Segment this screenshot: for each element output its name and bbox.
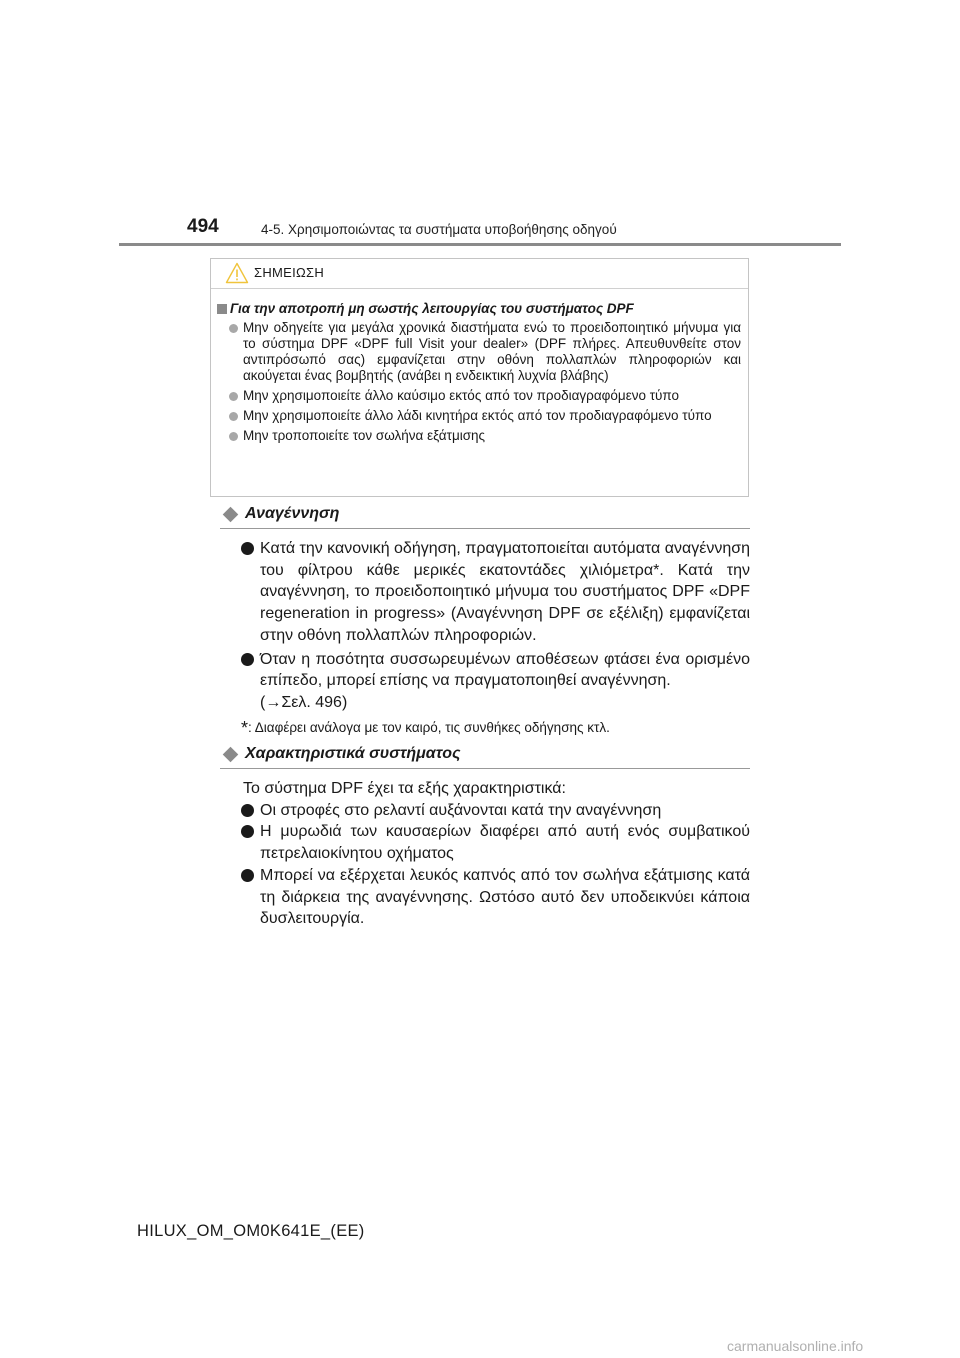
list-item-text: Οι στροφές στο ρελαντί αυξάνονται κατά την αναγέννηση: [260, 801, 662, 819]
footnote-text: : Διαφέρει ανάλογα με τον καιρό, τις συνθήκες οδήγησης κτλ.: [248, 719, 610, 735]
list-item-text: Η μυρωδιά των καυσαερίων διαφέρει από αυτή ενός συμβατικού πετρελαιοκίνητου οχήματος: [260, 823, 750, 863]
notice-title: ΣΗΜΕΙΩΣΗ: [254, 265, 325, 280]
list-item: [241, 538, 750, 647]
notice-heading-text: Για την αποτροπή μη σωστής λειτουργίας του συστήματος DPF: [230, 301, 634, 316]
notice-item-text: Μην χρησιμοποιείτε άλλο λάδι κινητήρα εκτός από τον προδιαγραφόμενο τύπο: [243, 408, 712, 423]
watermark: carmanualsonline.info: [727, 1338, 864, 1354]
notice-item-text: Μην τροποποιείτε τον σωλήνα εξάτμισης: [243, 428, 486, 443]
notice-item: [217, 388, 742, 404]
section-heading: [220, 505, 750, 523]
square-bullet-icon: [217, 304, 227, 314]
list-item: [241, 800, 750, 822]
diamond-bullet-icon: [223, 506, 239, 522]
bullet-icon: [229, 392, 238, 401]
notice-item: [217, 408, 742, 424]
notice-body: [211, 289, 748, 444]
features-section: [220, 745, 750, 930]
page-number: 494: [187, 216, 219, 237]
page-reference-link[interactable]: (→Σελ. 496): [260, 693, 348, 711]
notice-header: [211, 259, 748, 289]
bullet-icon: [241, 804, 254, 817]
bullet-icon: [229, 432, 238, 441]
footnote: [241, 718, 750, 739]
list-item-text: Μπορεί να εξέρχεται λευκός καπνός από τον σωλήνα εξάτμισης κατά τη διάρκεια της αναγέννησης. Ωστόσο αυτό δεν υποδεικνύει κάποια δυσλειτουργία.: [260, 866, 750, 928]
bullet-icon: [241, 869, 254, 882]
chapter-title: 4-5. Χρησιμοποιώντας τα συστήματα υποβοήθησης οδηγού: [261, 222, 617, 237]
notice-box: [210, 258, 749, 497]
warning-triangle-icon: [225, 262, 249, 284]
notice-item-text: Μην χρησιμοποιείτε άλλο καύσιμο εκτός από τον προδιαγραφόμενο τύπο: [243, 388, 680, 403]
section-heading-text: Αναγέννηση: [245, 505, 340, 522]
header-rule: [119, 243, 841, 246]
list-item: [241, 821, 750, 864]
notice-item: [217, 320, 742, 384]
bullet-icon: [241, 825, 254, 838]
diamond-bullet-icon: [223, 746, 239, 762]
list-item-text: Κατά την κανονική οδήγηση, πραγματοποιείται αυτόματα αναγέννηση του φίλτρου κάθε μερικές εκατοντάδες χιλιόμετρα*. Κατά την αναγέννηση, το προειδοποιητικό μήνυμα του συστήματος DPF «DPF regeneration in progress» (Αναγέννηση DPF σε εξέλιξη) εμφανίζεται στην οθόνη πολλαπλών πληροφοριών.: [260, 540, 750, 644]
bullet-icon: [241, 653, 254, 666]
bullet-icon: [229, 412, 238, 421]
list-item-body: Όταν η ποσότητα συσσωρευμένων αποθέσεων φτάσει ένα ορισμένο επίπεδο, μπορεί επίσης να πραγματοποιηθεί αναγέννηση.: [260, 650, 750, 690]
section-heading-text: Χαρακτηριστικά συστήματος: [245, 745, 461, 762]
bullet-icon: [241, 542, 254, 555]
bullet-icon: [229, 324, 238, 333]
regeneration-section: [220, 505, 750, 739]
section-heading: [220, 745, 750, 763]
notice-heading: [217, 301, 742, 316]
list-item-text: [260, 649, 750, 714]
list-item: [241, 649, 750, 714]
list-item: [241, 865, 750, 930]
intro-text: Το σύστημα DPF έχει τα εξής χαρακτηριστικά:: [243, 780, 566, 797]
footnote-marker: *: [241, 717, 249, 738]
document-code: HILUX_OM_OM0K641E_(EE): [137, 1222, 365, 1240]
notice-item-text: Μην οδηγείτε για μεγάλα χρονικά διαστήματα ενώ το προειδοποιητικό μήνυμα για το σύστημα DPF «DPF full Visit your dealer» (DPF πλήρες. Απευθυνθείτε στον αντιπρόσωπό σας) εμφανίζεται στην οθόνη πολλαπλών πληροφοριών και ακούγεται ένας βομβητής (ανάβει η ενδεικτική λυχνία βλάβης): [243, 320, 741, 383]
notice-item: [217, 428, 742, 444]
